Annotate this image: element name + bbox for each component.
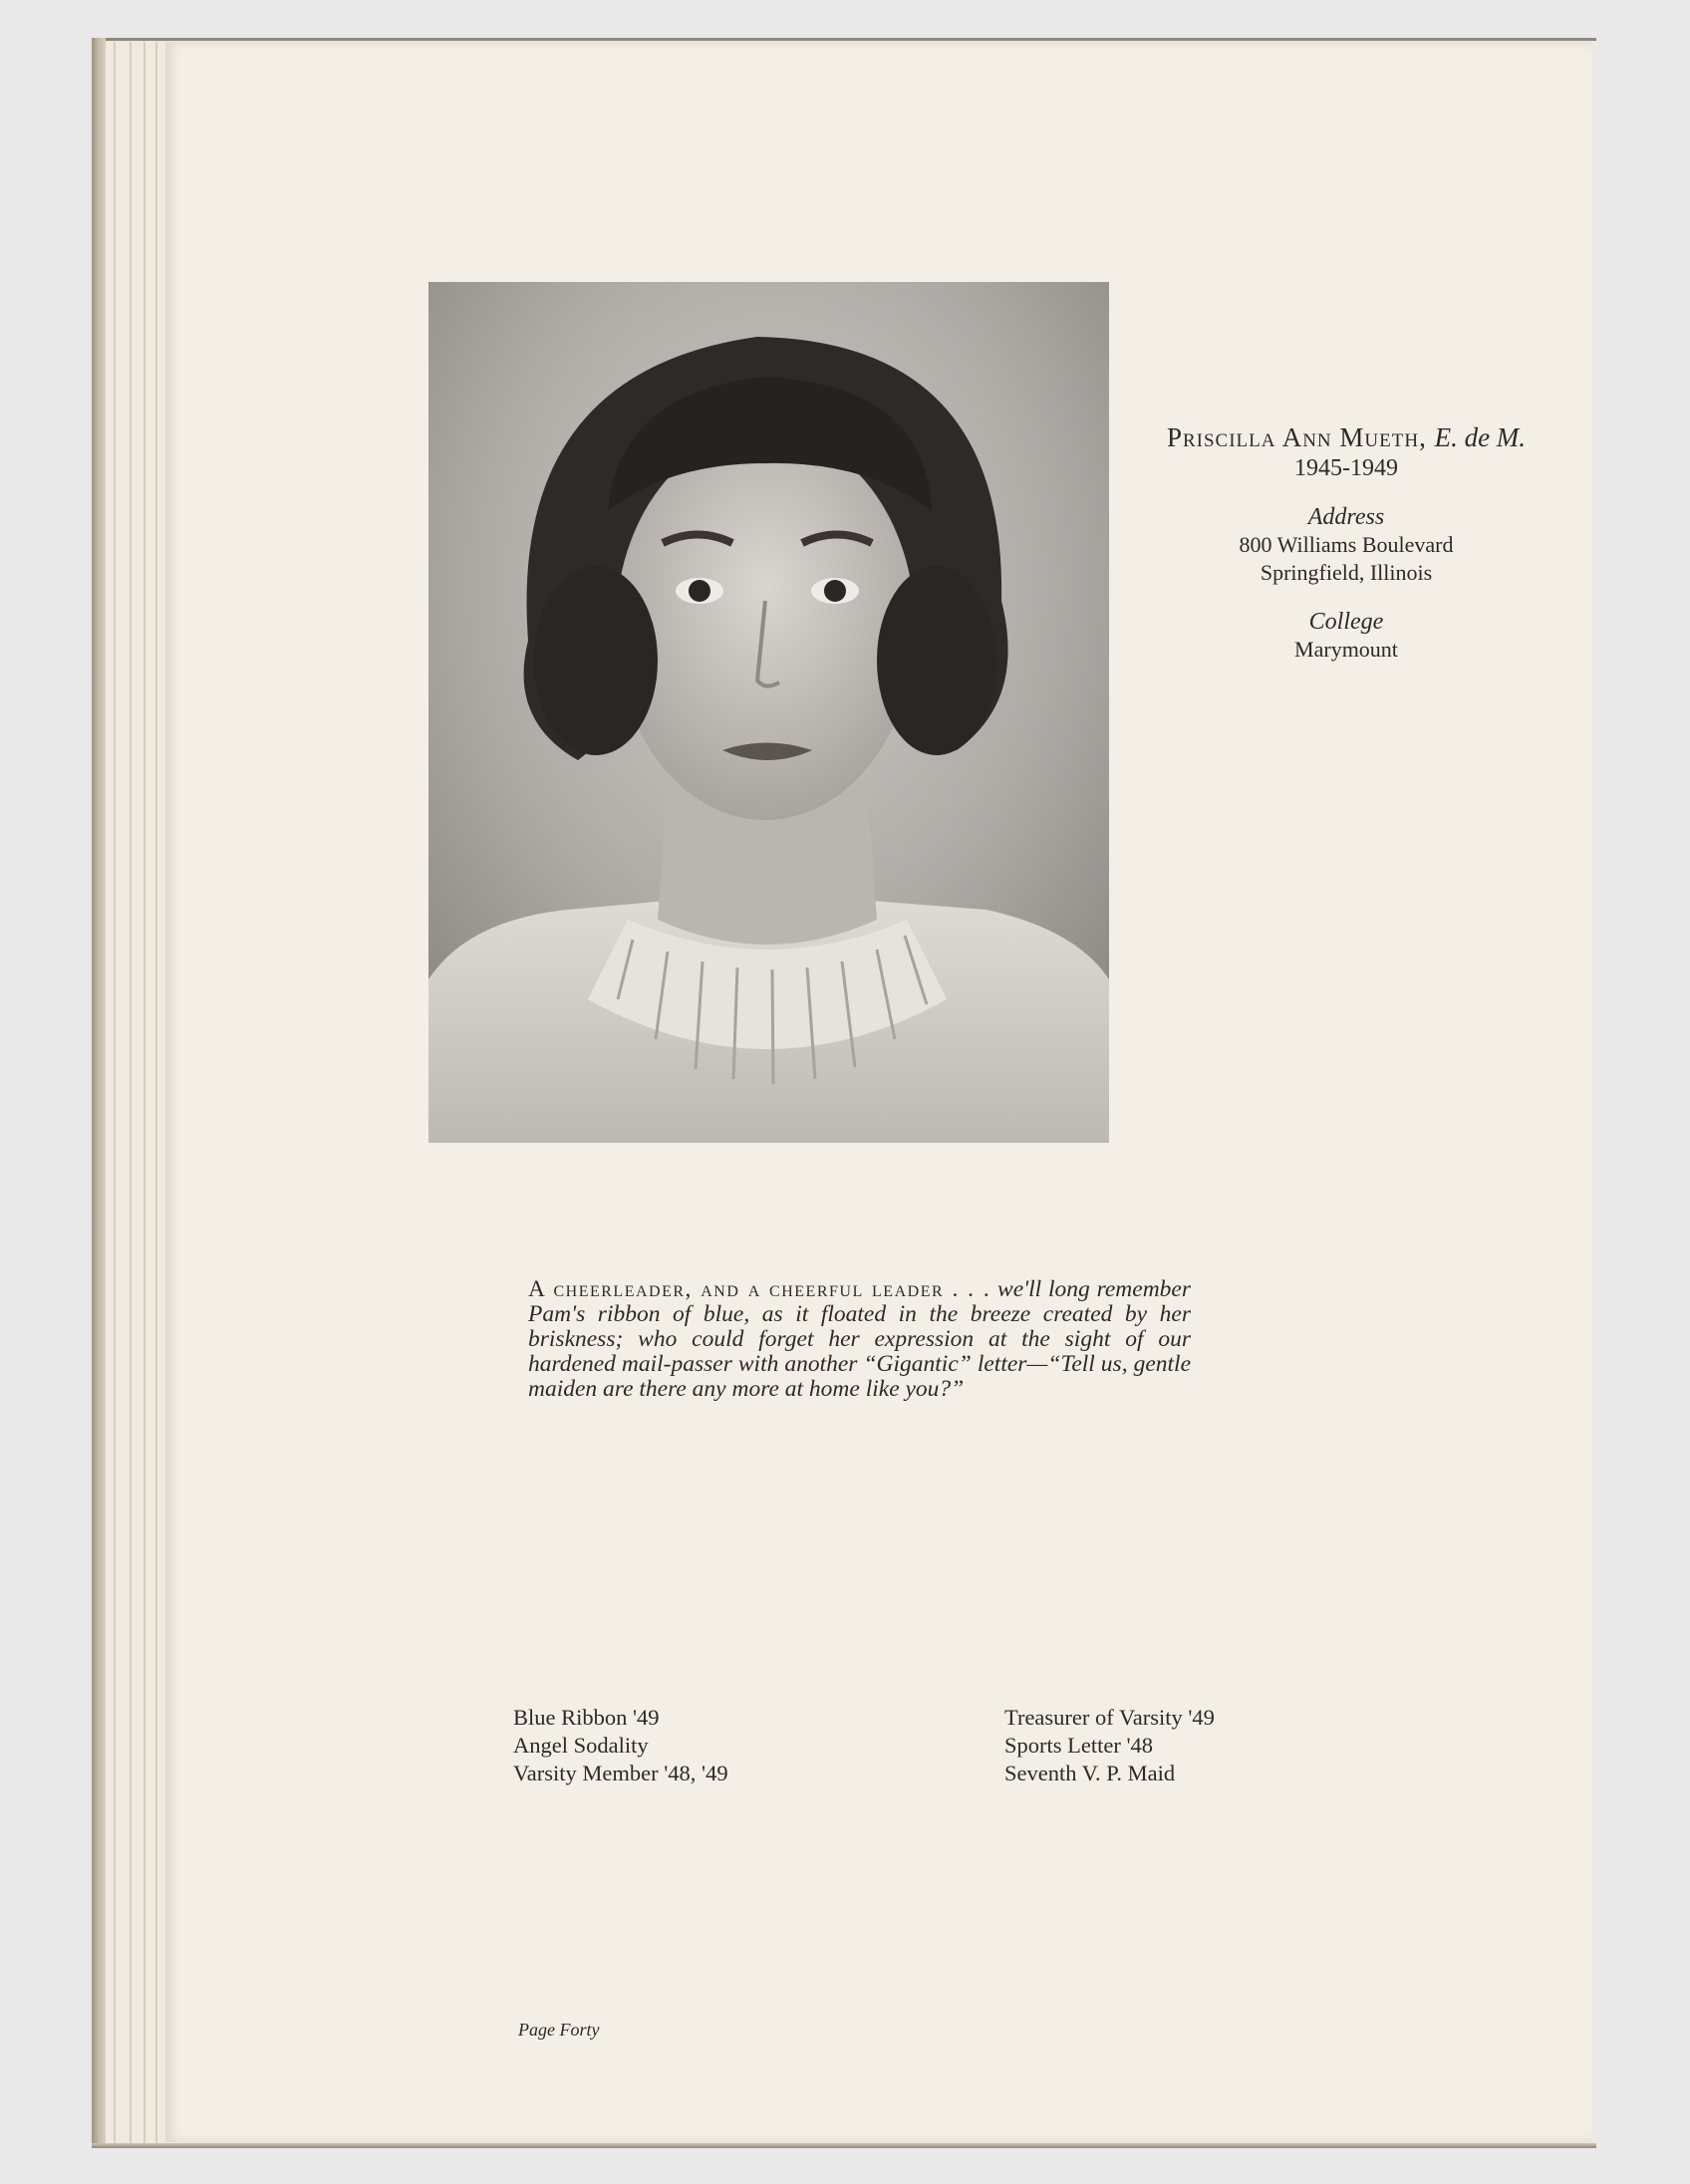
page-stack-line [114,42,116,2146]
student-name: Priscilla Ann Mueth, [1166,422,1427,452]
page-number: Page Forty [518,2020,600,2040]
activity-item: Angel Sodality [513,1733,649,1758]
student-degree: E. de M. [1434,422,1527,452]
portrait-photo-drawing [428,282,1109,1143]
address-label: Address [1307,504,1385,530]
student-name-line [1052,422,1640,453]
student-tribute [528,1277,1191,1402]
activity-item: Treasurer of Varsity '49 [1004,1705,1215,1730]
activities-left [513,1704,728,1787]
tribute-lead: A cheerleader, and a cheerful leader . . . [528,1276,991,1302]
page-stack-line [143,42,145,2146]
activity-item: Varsity Member '48, '49 [513,1761,728,1785]
student-years: 1945-1949 [1294,455,1398,481]
top-edge [92,38,1596,41]
college-name: Marymount [1294,637,1398,662]
address-line-1: 800 Williams Boulevard [1239,532,1454,557]
student-heading [1052,422,1640,664]
address-line-2: Springfield, Illinois [1260,560,1433,585]
activity-item: Seventh V. P. Maid [1004,1761,1176,1785]
page-stack-line [130,42,132,2146]
tribute-text: we'll long remember Pam's ribbon of blue, as it floated in the breeze created by her briskness; who could forget her expression at the sight of our hardened mail-passer with another “Gigantic” letter—“Tell us, gentle maiden are there any more at home like you?” [528,1276,1192,1402]
college-label: College [1308,609,1384,635]
portrait-photo [428,282,1109,1143]
activity-item: Sports Letter '48 [1004,1733,1154,1758]
page-stack-line [155,42,157,2146]
bottom-edge [92,2143,1596,2148]
scanned-book-page [92,38,1596,2148]
activity-item: Blue Ribbon '49 [513,1705,660,1730]
activities-right [1004,1704,1215,1787]
book-spine-edge [92,38,106,2148]
page [165,42,1592,2142]
